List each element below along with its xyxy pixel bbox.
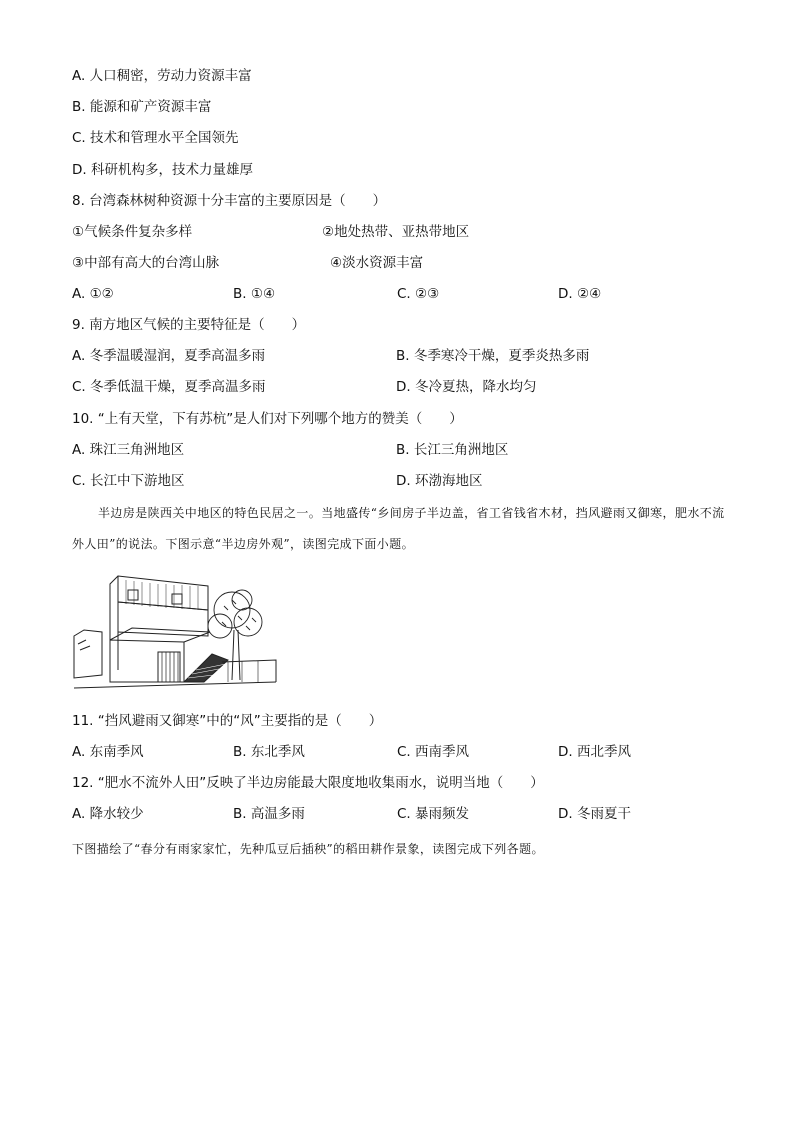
q12-option-b: B. 高温多雨: [233, 806, 305, 822]
q7-option-c: C. 技术和管理水平全国领先: [72, 130, 239, 146]
q8-option-a: A. ①②: [72, 286, 114, 302]
half-side-house-figure: [72, 570, 278, 700]
q12-option-c: C. 暴雨频发: [397, 806, 470, 822]
q7-option-a: A. 人口稠密，劳动力资源丰富: [72, 68, 252, 84]
q8-statement-3: ③中部有高大的台湾山脉: [72, 255, 220, 271]
q8-option-c: C. ②③: [397, 286, 440, 302]
q11-option-c: C. 西南季风: [397, 744, 470, 760]
q8-stem: 8. 台湾森林树种资源十分丰富的主要原因是（ ）: [72, 193, 387, 209]
q9-option-a: A. 冬季温暖湿润，夏季高温多雨: [72, 348, 266, 364]
q9-stem: 9. 南方地区气候的主要特征是（ ）: [72, 317, 306, 333]
reading-passage: 半边房是陕西关中地区的特色民居之一。当地盛传“乡间房子半边盖，省工省钱省木材，挡风避雨又御寒，肥水不流外人田”的说法。下图示意“半边房外观”，读图完成下面小题。: [72, 506, 725, 551]
q7-option-d: D. 科研机构多，技术力量雄厚: [72, 162, 253, 178]
q9-option-b: B. 冬季寒冷干燥，夏季炎热多雨: [396, 348, 590, 364]
q12-stem: 12. “肥水不流外人田”反映了半边房能最大限度地收集雨水，说明当地（ ）: [72, 775, 544, 791]
q10-stem: 10. “上有天堂，下有苏杭”是人们对下列哪个地方的赞美（ ）: [72, 411, 463, 427]
q8-statement-4: ④淡水资源丰富: [330, 255, 424, 271]
q11-option-b: B. 东北季风: [233, 744, 305, 760]
q9-option-c: C. 冬季低温干燥，夏季高温多雨: [72, 379, 266, 395]
q10-option-d: D. 环渤海地区: [396, 473, 483, 489]
q9-option-d: D. 冬冷夏热，降水均匀: [396, 379, 537, 395]
q10-option-a: A. 珠江三角洲地区: [72, 442, 185, 458]
q10-option-b: B. 长江三角洲地区: [396, 442, 509, 458]
q12-option-d: D. 冬雨夏干: [558, 806, 631, 822]
q8-statement-2: ②地处热带、亚热带地区: [322, 224, 470, 240]
q10-option-c: C. 长江中下游地区: [72, 473, 185, 489]
q11-stem: 11. “挡风避雨又御寒”中的“风”主要指的是（ ）: [72, 713, 383, 729]
q11-option-d: D. 西北季风: [558, 744, 631, 760]
q8-option-b: B. ①④: [233, 286, 276, 302]
q12-option-a: A. 降水较少: [72, 806, 144, 822]
figure-intro-note: 下图描绘了“春分有雨家家忙，先种瓜豆后插秧”的稻田耕作景象，读图完成下列各题。: [72, 842, 544, 856]
q7-option-b: B. 能源和矿产资源丰富: [72, 99, 212, 115]
q8-statement-1: ①气候条件复杂多样: [72, 224, 193, 240]
q11-option-a: A. 东南季风: [72, 744, 144, 760]
q8-option-d: D. ②④: [558, 286, 602, 302]
